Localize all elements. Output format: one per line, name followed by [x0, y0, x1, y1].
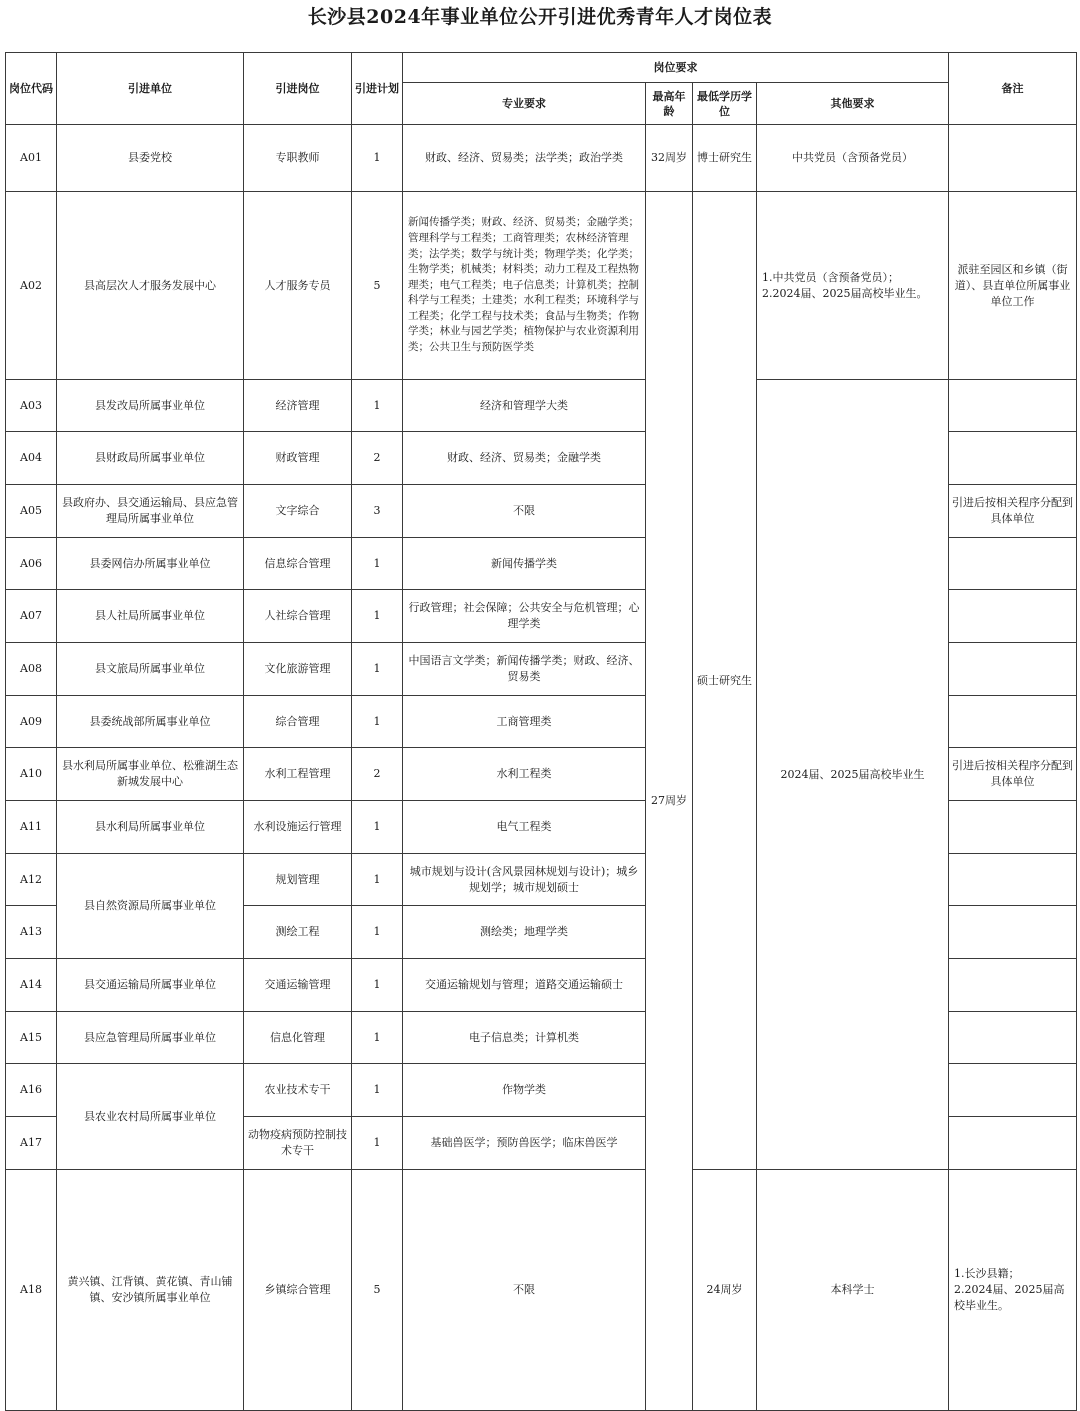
- cell-unit: 县委统战部所属事业单位: [57, 696, 244, 748]
- cell-remark: [949, 1117, 1077, 1170]
- cell-degree: 博士研究生: [693, 125, 757, 192]
- cell-major: 测绘类；地理学类: [403, 906, 646, 959]
- cell-plan: 2: [352, 748, 403, 801]
- cell-major: 财政、经济、贸易类；金融学类: [403, 432, 646, 485]
- cell-position: 文化旅游管理: [244, 643, 352, 696]
- cell-plan: 1: [352, 538, 403, 590]
- cell-plan: 5: [352, 192, 403, 380]
- cell-remark: [949, 380, 1077, 432]
- cell-age: 32周岁: [646, 125, 693, 192]
- cell-code: A05: [6, 485, 57, 538]
- cell-plan: 2: [352, 432, 403, 485]
- header-unit: 引进单位: [57, 53, 244, 125]
- cell-code: A16: [6, 1064, 57, 1117]
- cell-remark: 引进后按相关程序分配到具体单位: [949, 748, 1077, 801]
- cell-unit: 县交通运输局所属事业单位: [57, 959, 244, 1012]
- cell-degree-merged: 硕士研究生: [693, 192, 757, 1170]
- cell-unit: 县人社局所属事业单位: [57, 590, 244, 643]
- cell-position: 农业技术专干: [244, 1064, 352, 1117]
- header-position: 引进岗位: [244, 53, 352, 125]
- cell-code: A12: [6, 854, 57, 906]
- cell-unit: 县水利局所属事业单位、松雅湖生态新城发展中心: [57, 748, 244, 801]
- cell-code: A17: [6, 1117, 57, 1170]
- cell-unit: 县应急管理局所属事业单位: [57, 1012, 244, 1064]
- cell-position: 动物疫病预防控制技术专干: [244, 1117, 352, 1170]
- cell-major: 作物学类: [403, 1064, 646, 1117]
- cell-remark: [949, 801, 1077, 854]
- cell-position: 信息化管理: [244, 1012, 352, 1064]
- cell-major: 基础兽医学；预防兽医学；临床兽医学: [403, 1117, 646, 1170]
- cell-major: 电气工程类: [403, 801, 646, 854]
- cell-code: A09: [6, 696, 57, 748]
- header-remark: 备注: [949, 53, 1077, 125]
- table-row: [6, 380, 1077, 432]
- cell-position: 水利工程管理: [244, 748, 352, 801]
- cell-remark: [949, 959, 1077, 1012]
- other-line-1: 1.中共党员（含预备党员）；: [762, 270, 899, 284]
- cell-unit: 黄兴镇、江背镇、黄花镇、青山铺镇、安沙镇所属事业单位: [57, 1170, 244, 1411]
- cell-position: 文字综合: [244, 485, 352, 538]
- cell-unit: 县委党校: [57, 125, 244, 192]
- positions-table: [5, 52, 1077, 1411]
- cell-position: 经济管理: [244, 380, 352, 432]
- cell-unit: 县发改局所属事业单位: [57, 380, 244, 432]
- cell-remark: [949, 590, 1077, 643]
- cell-code: A02: [6, 192, 57, 380]
- header-degree: 最低学历学位: [693, 83, 757, 125]
- cell-code: A04: [6, 432, 57, 485]
- cell-code: A10: [6, 748, 57, 801]
- cell-remark: 派驻至园区和乡镇（街道）、县直单位所属事业单位工作: [949, 192, 1077, 380]
- cell-plan: 1: [352, 1117, 403, 1170]
- cell-position: 人社综合管理: [244, 590, 352, 643]
- cell-position: 乡镇综合管理: [244, 1170, 352, 1411]
- cell-major: 工商管理类: [403, 696, 646, 748]
- cell-plan: 1: [352, 125, 403, 192]
- cell-position: 人才服务专员: [244, 192, 352, 380]
- cell-position: 财政管理: [244, 432, 352, 485]
- cell-unit: 县水利局所属事业单位: [57, 801, 244, 854]
- cell-major: 新闻传播学类；财政、经济、贸易类；金融学类；管理科学与工程类；工商管理类；农林经济管理类；法学类；数学与统计类；物理学类；化学类；生物学类；机械类；材料类；动力工程及工程热物理类；电气工程类；电子信息类；计算机类；控制科学与工程类；土建类；水利工程类；环境科学与工程类；化学工程与技术类；食品与生物类；作物学类；林业与园艺学类；植物保护与农业资源利用类；公共卫生与预防医学类: [403, 192, 646, 380]
- cell-unit: 县委网信办所属事业单位: [57, 538, 244, 590]
- cell-position: 测绘工程: [244, 906, 352, 959]
- cell-unit-merged: 县自然资源局所属事业单位: [57, 854, 244, 959]
- cell-plan: 1: [352, 643, 403, 696]
- cell-major: 电子信息类；计算机类: [403, 1012, 646, 1064]
- cell-plan: 1: [352, 854, 403, 906]
- cell-major: 新闻传播学类: [403, 538, 646, 590]
- cell-major: 行政管理；社会保障；公共安全与危机管理；心理学类: [403, 590, 646, 643]
- cell-code: A14: [6, 959, 57, 1012]
- cell-code: A06: [6, 538, 57, 590]
- cell-plan: 1: [352, 959, 403, 1012]
- cell-age: 24周岁: [693, 1170, 757, 1411]
- cell-code: A15: [6, 1012, 57, 1064]
- cell-remark: [949, 538, 1077, 590]
- cell-unit: 县高层次人才服务发展中心: [57, 192, 244, 380]
- cell-position: 综合管理: [244, 696, 352, 748]
- header-other: 其他要求: [757, 83, 949, 125]
- cell-position: 规划管理: [244, 854, 352, 906]
- cell-remark: [949, 906, 1077, 959]
- page-title: 长沙县2024年事业单位公开引进优秀青年人才岗位表: [307, 6, 773, 28]
- cell-remark: [949, 432, 1077, 485]
- cell-major: 经济和管理学大类: [403, 380, 646, 432]
- cell-remark: [949, 125, 1077, 192]
- cell-other: [949, 1170, 1077, 1411]
- cell-remark: [949, 1064, 1077, 1117]
- cell-major: 不限: [403, 1170, 646, 1411]
- other-line-1: 1.长沙县籍；: [954, 1267, 1020, 1280]
- cell-code: A07: [6, 590, 57, 643]
- cell-plan: 5: [352, 1170, 403, 1411]
- table-row: [6, 192, 1077, 380]
- cell-plan: 1: [352, 1012, 403, 1064]
- cell-code: A13: [6, 906, 57, 959]
- header-plan: 引进计划: [352, 53, 403, 125]
- other-line-2: 2.2024届、2025届高校毕业生。: [762, 286, 928, 300]
- header-row: [6, 53, 1077, 83]
- cell-major: 财政、经济、贸易类；法学类；政治学类: [403, 125, 646, 192]
- cell-major: 中国语言文学类；新闻传播学类；财政、经济、贸易类: [403, 643, 646, 696]
- cell-remark: [949, 854, 1077, 906]
- cell-remark: 引进后按相关程序分配到具体单位: [949, 485, 1077, 538]
- cell-major: 水利工程类: [403, 748, 646, 801]
- cell-plan: 1: [352, 1064, 403, 1117]
- header-requirements: 岗位要求: [403, 53, 949, 83]
- cell-degree: 本科学士: [757, 1170, 949, 1411]
- cell-plan: 1: [352, 590, 403, 643]
- cell-plan: 1: [352, 696, 403, 748]
- cell-unit: 县财政局所属事业单位: [57, 432, 244, 485]
- cell-remark: [949, 1012, 1077, 1064]
- cell-unit-merged: 县农业农村局所属事业单位: [57, 1064, 244, 1170]
- cell-position: 信息综合管理: [244, 538, 352, 590]
- cell-remark: [949, 643, 1077, 696]
- cell-plan: 1: [352, 906, 403, 959]
- cell-code: A01: [6, 125, 57, 192]
- cell-other: 中共党员（含预备党员）: [757, 125, 949, 192]
- table-row: [6, 1170, 1077, 1411]
- cell-position: 专职教师: [244, 125, 352, 192]
- header-major: 专业要求: [403, 83, 646, 125]
- cell-position: 水利设施运行管理: [244, 801, 352, 854]
- cell-plan: 1: [352, 380, 403, 432]
- cell-code: A08: [6, 643, 57, 696]
- cell-plan: 3: [352, 485, 403, 538]
- other-line-2: 2.2024届、2025届高校毕业生。: [954, 1283, 1065, 1312]
- header-age: 最高年龄: [646, 83, 693, 125]
- cell-major: 不限: [403, 485, 646, 538]
- cell-plan: 1: [352, 801, 403, 854]
- cell-age-merged: 27周岁: [646, 192, 693, 1411]
- cell-remark: [949, 696, 1077, 748]
- cell-code: A03: [6, 380, 57, 432]
- cell-major: 城市规划与设计(含风景园林规划与设计)；城乡规划学；城市规划硕士: [403, 854, 646, 906]
- header-code: 岗位代码: [6, 53, 57, 125]
- cell-other: [757, 192, 949, 380]
- cell-other-merged: 2024届、2025届高校毕业生: [757, 380, 949, 1170]
- cell-major: 交通运输规划与管理；道路交通运输硕士: [403, 959, 646, 1012]
- cell-unit: 县政府办、县交通运输局、县应急管理局所属事业单位: [57, 485, 244, 538]
- cell-code: A18: [6, 1170, 57, 1411]
- cell-code: A11: [6, 801, 57, 854]
- cell-position: 交通运输管理: [244, 959, 352, 1012]
- table-row: [6, 125, 1077, 192]
- cell-unit: 县文旅局所属事业单位: [57, 643, 244, 696]
